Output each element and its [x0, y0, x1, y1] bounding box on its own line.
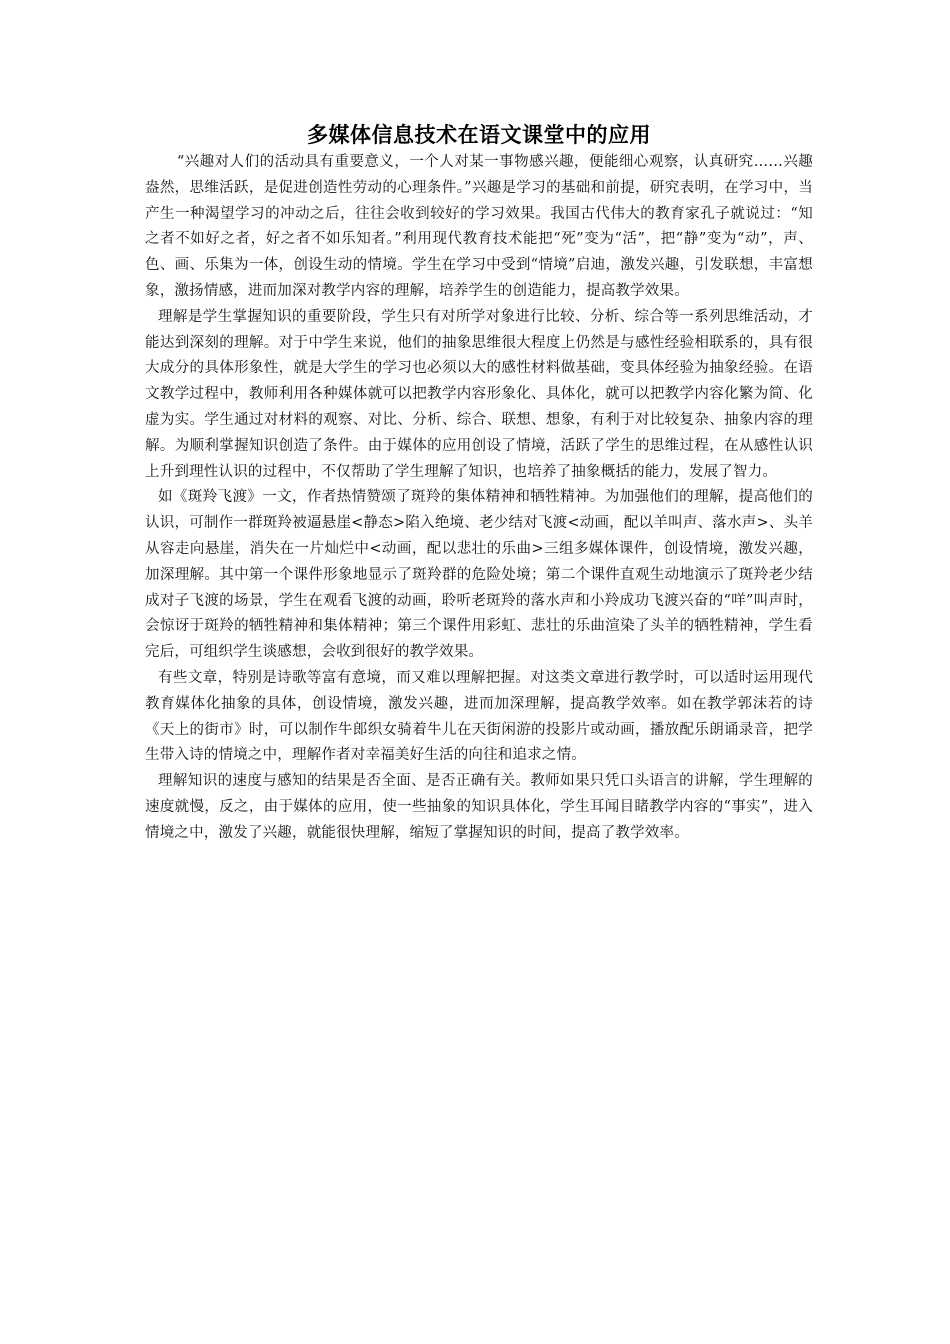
- paragraph-antelope-example: 如《斑羚飞渡》一文，作者热情赞颂了斑羚的集体精神和牺牲精神。为加强他们的理解，提高他们的认识，可制作一群斑羚被逼悬崖<静态>陷入绝境、老少结对飞渡<动画，配以羊叫声、落水声>、头羊从容走向悬崖，消失在一片灿烂中<动画，配以悲壮的乐曲>三组多媒体课件，创设情境，激发兴趣，加深理解。其中第一个课件形象地显示了斑羚群的危险处境；第二个课件直观生动地演示了斑羚老少结成对子飞渡的场景，学生在观看飞渡的动画，聆听老斑羚的落水声和小羚成功飞渡兴奋的“咩”叫声时，会惊讶于斑羚的牺牲精神和集体精神；第三个课件用彩虹、悲壮的乐曲渲染了头羊的牺牲精神，学生看完后，可组织学生谈感想，会收到很好的教学效果。: [145, 489, 813, 661]
- paragraph-understanding: 理解是学生掌握知识的重要阶段，学生只有对所学对象进行比较、分析、综合等一系列思维活动，才能达到深刻的理解。对于中学生来说，他们的抽象思维很大程度上仍然是与感性经验相联系的，具有很大成分的具体形象性，就是大学生的学习也必须以大的感性材料做基础，变具体经验为抽象经验。在语文教学过程中，教师利用各种媒体就可以把教学内容形象化、具体化，就可以把教学内容化繁为简、化虚为实。学生通过对材料的观察、对比、分析、综合、联想、想象，有利于对比较复杂、抽象内容的理解。为顺利掌握知识创造了条件。由于媒体的应用创设了情境，活跃了学生的思维过程，在从感性认识上升到理性认识的过程中，不仅帮助了学生理解了知识，也培养了抽象概括的能力，发展了智力。: [145, 308, 813, 480]
- paragraph-speed-of-understanding: 理解知识的速度与感知的结果是否全面、是否正确有关。教师如果只凭口头语言的讲解，学生理解的速度就慢，反之，由于媒体的应用，使一些抽象的知识具体化，学生耳闻目睹教学内容的“事实”，进入情境之中，激发了兴趣，就能很快理解，缩短了掌握知识的时间，提高了教学效率。: [145, 773, 813, 841]
- document-title: 多媒体信息技术在语文课堂中的应用: [307, 123, 651, 147]
- paragraph-interest: “兴趣对人们的活动具有重要意义，一个人对某一事物感兴趣，便能细心观察，认真研究……兴趣盎然，思维活跃，是促进创造性劳动的心理条件。”兴趣是学习的基础和前提，研究表明，在学习中，当产生一种渴望学习的冲动之后，往往会收到较好的学习效果。我国古代伟大的教育家孔子就说过：“知之者不如好之者，好之者不如乐知者。”利用现代教育技术能把“死”变为“活”，把“静”变为“动”，声、色、画、乐集为一体，创设生动的情境。学生在学习中受到“情境”启迪，激发兴趣，引发联想，丰富想象，激扬情感，进而加深对教学内容的理解，培养学生的创造能力，提高教学效果。: [145, 154, 813, 299]
- paragraph-poetry-example: 有些文章，特别是诗歌等富有意境，而又难以理解把握。对这类文章进行教学时，可以适时运用现代教育媒体化抽象的具体，创设情境，激发兴趣，进而加深理解，提高教学效率。如在教学郭沫若的诗《天上的街市》时，可以制作牛郎织女骑着牛儿在天街闲游的投影片或动画，播放配乐朗诵录音，把学生带入诗的情境之中，理解作者对幸福美好生活的向往和追求之情。: [145, 669, 813, 764]
- document-body: [145, 120, 813, 847]
